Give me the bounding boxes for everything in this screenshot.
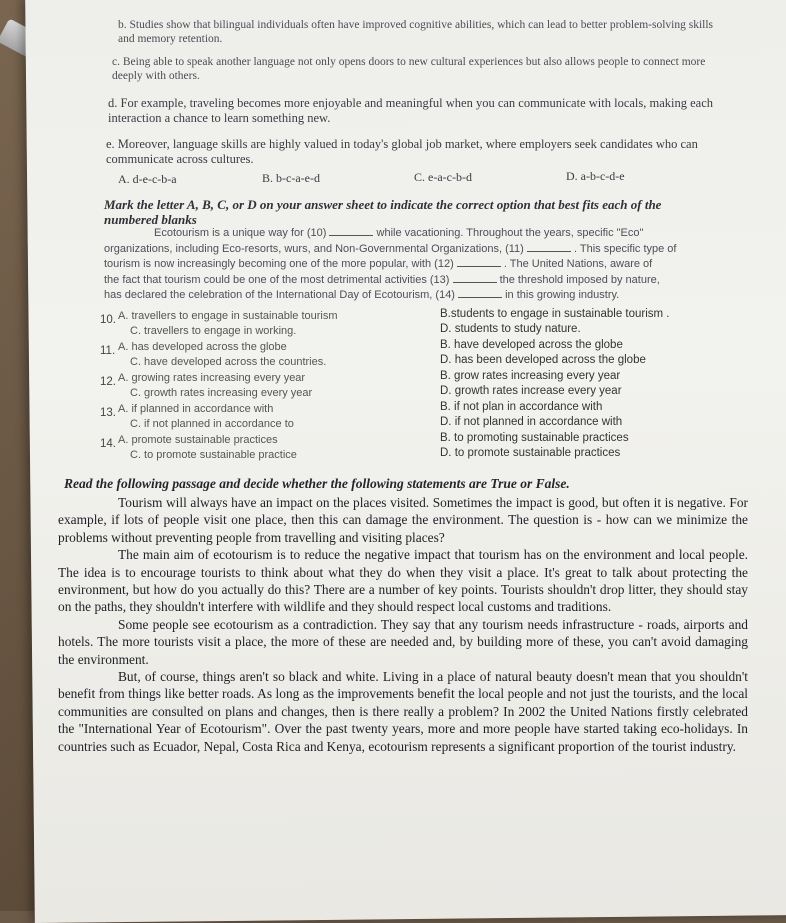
order-option-b[interactable]: B. b-c-a-e-d — [262, 171, 320, 185]
q12-option-a[interactable]: A. growing rates increasing every year — [118, 372, 306, 384]
q12-option-d[interactable]: D. growth rates increase every year — [440, 385, 622, 397]
cloze-text-4: . This specific type of — [573, 242, 677, 255]
q13-option-b[interactable]: B. if not plan in accordance with — [440, 401, 603, 413]
q13-option-c[interactable]: C. if not planned in accordance to — [130, 418, 294, 430]
cloze-passage — [104, 226, 724, 304]
cloze-text-7: the fact that tourism could be one of the most detrimental activities (13) — [104, 273, 450, 286]
passage-paragraph-2: The main aim of ecotourism is to reduce the negative impact that tourism has on the environment and local people. The idea is to encourage tourists to think about what they do when they visit a place. It's great to talk about protecting the environment, but how do you actually do this? There are a number of key points. Tourists shouldn't drop litter, they should stay on the paths, they shouldn't interfere with wildlife and they should respect local customs and traditions. — [58, 547, 748, 615]
passage-paragraph-3: Some people see ecotourism as a contradiction. They say that any tourism needs infrastructure - roads, airports and hotels. The more tourists visit a place, the more of these are needed and, by building more of these, you can't avoid damaging the environment. — [58, 616, 748, 667]
q14-option-c[interactable]: C. to promote sustainable practice — [130, 449, 297, 461]
question-number: 11. — [100, 345, 116, 357]
statement-c: c. Being able to speak another language not only opens doors to new cultural experiences but also allows people to connect more deeply with others. — [112, 56, 706, 82]
cloze-text-8: the threshold imposed by nature, — [499, 273, 660, 286]
q14-option-d[interactable]: D. to promote sustainable practices — [440, 447, 621, 459]
question-number: 10. — [100, 314, 116, 326]
cloze-text-6: . The United Nations, aware of — [503, 258, 653, 270]
cloze-text-5: tourism is now increasingly becoming one of the more popular, with (12) — [104, 258, 454, 270]
q14-option-b[interactable]: B. to promoting sustainable practices — [440, 432, 629, 444]
q10-option-b[interactable]: B.students to engage in sustainable tourism . — [440, 308, 670, 320]
q10-option-c[interactable]: C. travellers to engage in working. — [130, 325, 297, 337]
q14-option-a[interactable]: A. promote sustainable practices — [118, 434, 278, 446]
cloze-text-3: organizations, including Eco-resorts, wurs, and Non-Governmental Organizations, (11) — [104, 242, 524, 255]
cloze-instruction: Mark the letter A, B, C, or D on your answer sheet to indicate the correct option that best fits each of the numbered blanks — [104, 197, 662, 227]
question-number: 14. — [100, 438, 116, 450]
q10-option-d[interactable]: D. students to study nature. — [440, 323, 581, 335]
cloze-text-2: while vacationing. Throughout the years, specific "Eco" — [376, 227, 644, 239]
statement-d: d. For example, traveling becomes more enjoyable and meaningful when you can communicate with locals, making each interaction a chance to learn something new. — [108, 96, 714, 125]
q11-option-a[interactable]: A. has developed across the globe — [118, 341, 287, 353]
q13-option-d[interactable]: D. if not planned in accordance with — [440, 416, 623, 428]
blank-14 — [458, 288, 502, 298]
blank-10 — [329, 226, 373, 236]
blank-11 — [527, 242, 571, 252]
passage-paragraph-1: Tourism will always have an impact on the places visited. Sometimes the impact is good, but often it is negative. For example, if lots of people visit one place, then this can damage the environment. The question is - how can we minimize the problems without preventing people from travelling and visiting places? — [58, 495, 748, 545]
q13-option-a[interactable]: A. if planned in accordance with — [118, 403, 274, 415]
q11-option-b[interactable]: B. have developed across the globe — [440, 339, 623, 351]
q12-option-c[interactable]: C. growth rates increasing every year — [130, 387, 313, 399]
order-option-a[interactable]: A. d-e-c-b-a — [118, 172, 177, 186]
order-option-d[interactable]: D. a-b-c-d-e — [566, 169, 625, 183]
statement-b: b. Studies show that bilingual individuals often have improved cognitive abilities, which can lead to better problem-solving skills and memory retention. — [118, 19, 714, 45]
statement-e: e. Moreover, language skills are highly valued in today's global job market, where employers seek candidates who can communicate across cultures. — [106, 137, 698, 166]
blank-13 — [453, 273, 497, 283]
reading-instruction: Read the following passage and decide whether the following statements are True or False. — [64, 476, 570, 491]
q11-option-c[interactable]: C. have developed across the countries. — [130, 356, 327, 368]
cloze-text-1: Ecotourism is a unique way for (10) — [154, 227, 327, 239]
question-list — [100, 310, 740, 470]
passage-paragraph-4: But, of course, things aren't so black and white. Living in a place of natural beauty doesn't mean that you shouldn't benefit from things like better roads. As long as the improvements benefit the local people and not just the tourists, and the local communities are consulted on plans and changes, then is there really a problem? In 2002 the United Nations firstly celebrated the "International Year of Ecotourism". Over the past twenty years, more and more people have started taking eco-holidays. In countries such as Ecuador, Nepal, Costa Rica and Kenya, ecotourism represents a significant proportion of the tourist industry. — [58, 669, 748, 754]
q11-option-d[interactable]: D. has been developed across the globe — [440, 354, 646, 366]
question-number: 13. — [100, 407, 116, 419]
question-number: 12. — [100, 376, 116, 388]
cloze-text-9: has declared the celebration of the International Day of Ecotourism, (14) — [104, 289, 455, 301]
order-option-c[interactable]: C. e-a-c-b-d — [414, 170, 472, 184]
q10-option-a[interactable]: A. travellers to engage in sustainable tourism — [118, 310, 338, 322]
blank-12 — [457, 257, 501, 267]
cloze-text-10: in this growing industry. — [505, 289, 620, 301]
reading-passage — [58, 494, 748, 755]
q12-option-b[interactable]: B. grow rates increasing every year — [440, 370, 621, 382]
